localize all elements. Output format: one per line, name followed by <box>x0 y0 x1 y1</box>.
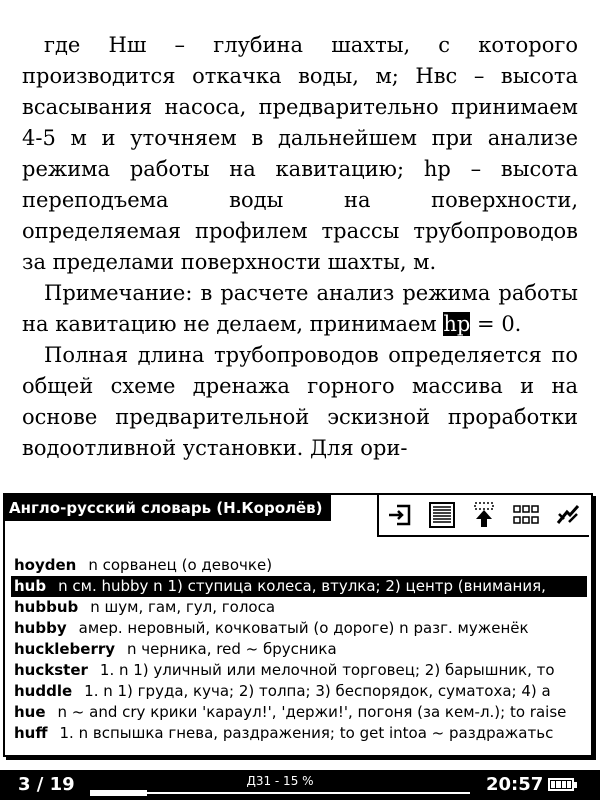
battery-cell <box>567 781 571 788</box>
dictionary-entry[interactable] <box>11 618 587 639</box>
reading-progress-track <box>90 792 470 794</box>
paragraph-text: Примечание: в расчете анализ режима работы на кавитацию не делаем, принимаем <box>22 281 578 336</box>
book-text <box>22 30 578 464</box>
paragraph <box>22 278 578 340</box>
page-indicator[interactable]: 3 / 19 <box>18 774 75 795</box>
battery-cell <box>551 781 555 788</box>
entry-word: hubby <box>14 619 67 637</box>
dictionary-entry[interactable] <box>11 555 587 576</box>
dictionary-popup <box>3 493 593 757</box>
dictionary-entry[interactable] <box>11 639 587 660</box>
entry-word: hoyden <box>14 556 77 574</box>
dictionary-entry[interactable] <box>11 660 587 681</box>
entry-definition: 1. n 1) груда, куча; 2) толпа; 3) беспорядок, суматоха; 4) а <box>84 682 551 700</box>
battery-cell <box>562 781 566 788</box>
paragraph-text: = 0. <box>470 312 522 336</box>
translate-icon[interactable] <box>553 500 583 530</box>
dictionary-entry[interactable] <box>11 723 587 744</box>
pin-icon[interactable] <box>469 500 499 530</box>
paragraph: где Нш – глубина шахты, с которого производится откачка воды, м; Нвс – высота всасывания насоса, предварительно принимаем 4-5 м и уточняем в дальнейшем при анализе режима работы на кавитацию; hp – высота переподъема воды на поверхности, определяемая профилем трассы трубопроводов за пределами поверхности шахты, м. <box>22 33 578 274</box>
entry-word: hue <box>14 703 46 721</box>
reading-progress-fill <box>90 790 147 796</box>
chapter-progress: Д31 - 15 % <box>246 774 314 788</box>
entry-definition: 1. n 1) уличный или мелочной торговец; 2) барышник, то <box>99 661 555 679</box>
entry-definition: n см. hubby n 1) ступица колеса, втулка; 2) центр (внимания, <box>58 577 546 595</box>
dictionary-entries <box>11 555 587 744</box>
dictionary-entry[interactable] <box>11 576 587 597</box>
entry-definition: n ~ and cry крики 'караул!', 'держи!', погоня (за кем-л.); to raise <box>57 703 567 721</box>
list-icon[interactable] <box>427 500 457 530</box>
status-bar <box>0 770 600 800</box>
entry-word: hub <box>14 577 47 595</box>
dictionary-title: Англо-русский словарь (Н.Королёв) <box>5 495 331 521</box>
battery-icon <box>548 778 574 791</box>
dictionary-entry[interactable] <box>11 681 587 702</box>
entry-word: huff <box>14 724 48 742</box>
selected-word[interactable]: hp <box>443 312 471 336</box>
dictionary-entry[interactable] <box>11 702 587 723</box>
entry-word: huckleberry <box>14 640 116 658</box>
entry-definition: n черника, red ~ брусника <box>127 640 337 658</box>
battery-cell <box>556 781 560 788</box>
entry-definition: амер. неровный, кочковатый (о дороге) n разг. муженёк <box>78 619 529 637</box>
entry-definition: n сорванец (о девочке) <box>88 556 273 574</box>
battery-tip <box>574 782 577 788</box>
entry-word: huddle <box>14 682 73 700</box>
exit-icon[interactable] <box>385 500 415 530</box>
entry-definition: n шум, гам, гул, голоса <box>90 598 276 616</box>
entry-word: huckster <box>14 661 88 679</box>
grid-icon[interactable] <box>511 500 541 530</box>
dictionary-toolbar <box>377 495 589 537</box>
entry-word: hubbub <box>14 598 79 616</box>
clock: 20:57 <box>486 774 544 795</box>
paragraph: Полная длина трубопроводов определяется по общей схеме дренажа горного массива и на основе предварительной эскизной проработки водоотливной установки. Для ори- <box>22 343 578 460</box>
entry-definition: 1. n вспышка гнева, раздражения; to get intoa ~ раздражатьс <box>59 724 554 742</box>
dictionary-entry[interactable] <box>11 597 587 618</box>
